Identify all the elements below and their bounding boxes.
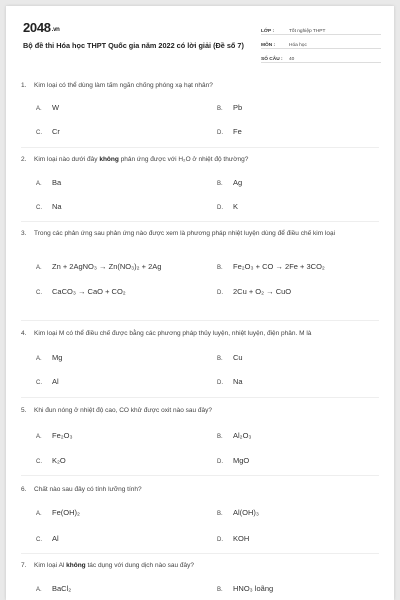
option-a[interactable]: A. Zn + 2AgNO₃ → Zn(NO₃)₂ + 2Ag xyxy=(36,262,162,271)
option-b[interactable]: B. HNO₃ loãng xyxy=(217,584,274,593)
meta-row-grade xyxy=(261,21,381,35)
question-2 xyxy=(21,155,386,211)
exam-meta xyxy=(261,21,381,63)
meta-key: MÔN : xyxy=(261,43,276,48)
option-a[interactable]: A. Fe(OH)₂ xyxy=(36,508,80,517)
divider xyxy=(21,221,379,222)
divider xyxy=(21,147,379,148)
question-text: Khi đun nóng ở nhiệt độ cao, CO khử được oxit nào sau đây? xyxy=(34,407,213,414)
question-3 xyxy=(21,229,386,296)
option-a[interactable]: A. Mg xyxy=(36,353,63,362)
option-d[interactable]: D. Fe xyxy=(217,127,242,136)
question-5 xyxy=(21,406,386,465)
site-logo[interactable]: 2048.vn xyxy=(23,20,60,35)
meta-row-subject xyxy=(261,35,381,49)
option-b[interactable]: B. Cu xyxy=(217,353,243,362)
option-d[interactable]: D. Na xyxy=(217,377,243,386)
option-a[interactable]: A. Ba xyxy=(36,178,62,187)
option-c[interactable]: C. Al xyxy=(36,534,59,543)
option-b[interactable]: B. Al(OH)₃ xyxy=(217,508,259,517)
question-6 xyxy=(21,485,386,543)
option-d[interactable]: D. KOH xyxy=(217,534,250,543)
meta-value: Tốt nghiệp THPT xyxy=(289,29,326,34)
question-7 xyxy=(21,561,386,593)
question-number: 6. xyxy=(21,486,27,493)
divider xyxy=(21,397,379,398)
option-b[interactable]: B. Fe₂O₃ + CO → 2Fe + 3CO₂ xyxy=(217,262,325,271)
question-text: Kim loại M có thể điều chế được bằng các phương pháp thủy luyện, nhiệt luyện, điện phân. M là xyxy=(34,330,312,337)
divider xyxy=(21,320,379,321)
meta-value: Hóa học xyxy=(289,43,307,48)
option-c[interactable]: C. Al xyxy=(36,377,59,386)
meta-value: 40 xyxy=(289,57,295,62)
meta-row-count xyxy=(261,49,381,63)
meta-key: LỚP : xyxy=(261,29,275,34)
question-text: Kim loại Al không tác dụng với dung dịch nào sau đây? xyxy=(34,562,194,569)
option-c[interactable]: C. Na xyxy=(36,202,62,211)
option-d[interactable]: D. MgO xyxy=(217,456,250,465)
question-number: 2. xyxy=(21,156,27,163)
question-number: 1. xyxy=(21,82,27,89)
option-c[interactable]: C. K₂O xyxy=(36,456,66,465)
option-d[interactable]: D. K xyxy=(217,202,239,211)
option-c[interactable]: C. Cr xyxy=(36,127,60,136)
option-b[interactable]: B. Ag xyxy=(217,178,243,187)
question-4 xyxy=(21,329,386,386)
exam-page xyxy=(6,6,394,600)
question-1 xyxy=(21,81,386,136)
question-number: 4. xyxy=(21,330,27,337)
option-b[interactable]: B. Al₂O₃ xyxy=(217,431,252,440)
question-text: Kim loại nào dưới đây không phản ứng được với H₂O ở nhiệt độ thường? xyxy=(34,156,249,163)
question-number: 7. xyxy=(21,562,27,569)
exam-header xyxy=(21,18,381,68)
option-a[interactable]: A. BaCl₂ xyxy=(36,584,72,593)
option-b[interactable]: B. Pb xyxy=(217,103,243,112)
option-a[interactable]: A. Fe₂O₃ xyxy=(36,431,73,440)
divider xyxy=(21,475,379,476)
option-c[interactable]: C. CaCO₃ → CaO + CO₂ xyxy=(36,287,126,296)
question-number: 3. xyxy=(21,230,27,237)
question-number: 5. xyxy=(21,407,27,414)
question-text: Chất nào sau đây có tính lưỡng tính? xyxy=(34,486,142,493)
meta-key: SỐ CÂU : xyxy=(261,57,283,62)
question-text: Trong các phản ứng sau phản ứng nào được xem là phương pháp nhiệt luyện dùng để điều chế kim loại xyxy=(34,230,336,237)
question-text: Kim loại có thể dùng làm tấm ngăn chống phóng xạ hạt nhân? xyxy=(34,82,213,89)
option-d[interactable]: D. 2Cu + O₂ → CuO xyxy=(217,287,292,296)
exam-title: Bộ đề thi Hóa học THPT Quốc gia năm 2022 có lời giải (Đề số 7) xyxy=(23,41,244,50)
option-a[interactable]: A. W xyxy=(36,103,60,112)
divider xyxy=(21,553,379,554)
